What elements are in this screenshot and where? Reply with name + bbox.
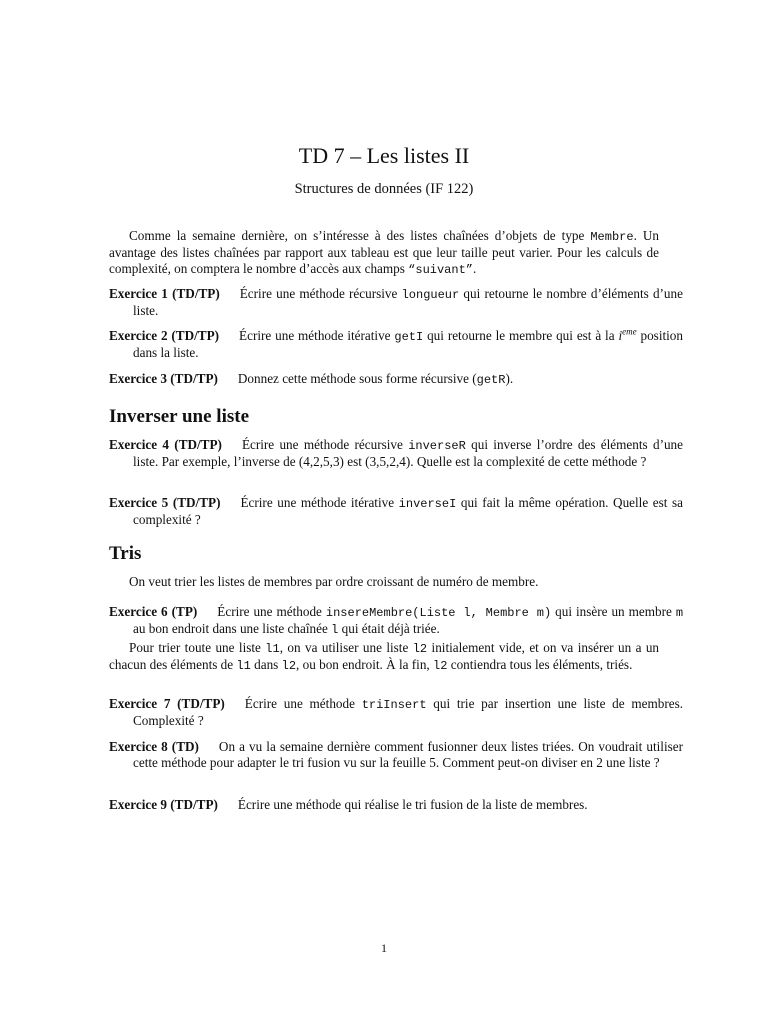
section-heading-tris: Tris bbox=[109, 543, 142, 564]
code-l2: l2 bbox=[412, 642, 428, 656]
exercise-7-text-end: qui trie par insertion une liste de membres. Complexité ? bbox=[133, 696, 683, 728]
exercise-9 bbox=[109, 797, 683, 813]
code-suivant: “suivant” bbox=[408, 263, 473, 277]
tris-text-3: initialement vide, et on va insérer un a un chacun des éléments de bbox=[109, 640, 660, 672]
exercise-5-text: Écrire une méthode itérative bbox=[240, 495, 399, 510]
exercise-2-text: Écrire une méthode itérative bbox=[239, 328, 395, 343]
exercise-1-text-end: qui retourne le nombre d’éléments d’une liste. bbox=[133, 286, 683, 318]
tris-text-5: , ou bon endroit. À la fin, bbox=[296, 657, 434, 672]
tris-text-1: Pour trier toute une liste bbox=[129, 640, 266, 655]
exercise-6-text: Écrire une méthode bbox=[217, 604, 326, 619]
exercise-7 bbox=[109, 696, 683, 729]
exercise-8 bbox=[109, 739, 683, 771]
code-getr: getR bbox=[476, 373, 506, 387]
intro-paragraph bbox=[109, 228, 659, 278]
exercise-3-label: Exercice 3 (TD/TP) bbox=[109, 371, 218, 386]
exercise-7-label: Exercice 7 (TD/TP) bbox=[109, 696, 225, 711]
exercise-6-text-middle: qui insère un membre bbox=[551, 604, 676, 619]
tris-text-6: contiendra tous les éléments, triés. bbox=[447, 657, 633, 672]
intro-text-middle: . Un avantage des listes chaînées par rapport aux tableau est que leur taille peut varier. Pour les calculs de complexité, on comptera le nombre d’accès aux champs bbox=[109, 228, 659, 276]
exercise-1 bbox=[109, 286, 683, 319]
exercise-5-text-end: qui fait la même opération. Quelle est sa complexité ? bbox=[133, 495, 683, 527]
exercise-6-text-middle2: au bon endroit dans une liste chaînée bbox=[133, 621, 332, 636]
exercise-8-label: Exercice 8 (TD) bbox=[109, 739, 199, 754]
code-inverser: inverseR bbox=[408, 439, 466, 453]
section-heading-inverser: Inverser une liste bbox=[109, 406, 250, 427]
code-membre: Membre bbox=[590, 230, 634, 244]
code-geti: getI bbox=[394, 330, 424, 344]
exercise-6 bbox=[109, 604, 683, 638]
exercise-1-text: Écrire une méthode récursive bbox=[239, 286, 402, 301]
exercise-2-text-middle: qui retourne le membre qui est à la bbox=[423, 328, 619, 343]
exercise-5 bbox=[109, 495, 683, 528]
exercise-4 bbox=[109, 437, 683, 470]
exercise-1-label: Exercice 1 (TD/TP) bbox=[109, 286, 220, 301]
code-l: l bbox=[331, 623, 339, 637]
code-l2: l2 bbox=[281, 659, 297, 673]
code-longueur: longueur bbox=[401, 288, 460, 302]
page-subtitle: Structures de données (IF 122) bbox=[294, 181, 474, 197]
exercise-4-text-end: qui inverse l’ordre des éléments d’une liste. Par exemple, l’inverse de (4,2,5,3) est (3,5,2,4). Quelle est la complexité de cette méthode ? bbox=[133, 437, 683, 469]
tris-text-2: , on va utiliser une liste bbox=[279, 640, 413, 655]
code-l1: l1 bbox=[236, 659, 251, 673]
exercise-2-label: Exercice 2 (TD/TP) bbox=[109, 328, 220, 343]
tris-text-4: dans bbox=[250, 657, 282, 672]
tris-intro: On veut trier les listes de membres par ordre croissant de numéro de membre. bbox=[129, 574, 539, 589]
exercise-3 bbox=[109, 371, 683, 388]
code-triinsert: triInsert bbox=[361, 698, 427, 712]
exercise-5-label: Exercice 5 (TD/TP) bbox=[109, 495, 221, 510]
exercise-4-label: Exercice 4 (TD/TP) bbox=[109, 437, 222, 452]
code-m: m bbox=[675, 606, 684, 620]
exercise-2 bbox=[109, 328, 683, 361]
exercise-6-label: Exercice 6 (TP) bbox=[109, 604, 198, 619]
exercise-9-text: Écrire une méthode qui réalise le tri fusion de la liste de membres. bbox=[237, 797, 588, 812]
page-number: 1 bbox=[381, 941, 387, 955]
page-title: TD 7 – Les listes II bbox=[298, 143, 470, 168]
code-l2: l2 bbox=[433, 659, 448, 673]
code-inseremembre: insereMembre(Liste l, Membre m) bbox=[325, 606, 552, 620]
variable-i: i bbox=[618, 328, 623, 343]
exercise-8-text: On a vu la semaine dernière comment fusionner deux listes triées. On voudrait utiliser cette méthode pour adapter le tri fusion vu sur la feuille 5. Comment peut-on diviser en 2 une liste ? bbox=[133, 739, 684, 770]
exercise-7-text: Écrire une méthode bbox=[244, 696, 362, 711]
code-l1: l1 bbox=[265, 642, 280, 656]
code-inversei: inverseI bbox=[398, 497, 457, 511]
tris-paragraph bbox=[109, 640, 659, 674]
exercise-6-text-end: qui était déjà triée. bbox=[338, 621, 440, 636]
superscript-eme: eme bbox=[622, 326, 637, 337]
exercise-3-text-end: ). bbox=[505, 371, 514, 386]
intro-text-end: . bbox=[472, 261, 477, 276]
exercise-9-label: Exercice 9 (TD/TP) bbox=[109, 797, 218, 812]
exercise-2-text-end: position dans la liste. bbox=[133, 328, 683, 360]
exercise-3-text: Donnez cette méthode sous forme récursive ( bbox=[237, 371, 477, 386]
exercise-4-text: Écrire une méthode récursive bbox=[241, 437, 409, 452]
intro-text: Comme la semaine dernière, on s’intéresse à des listes chaînées d’objets de type bbox=[129, 228, 591, 243]
